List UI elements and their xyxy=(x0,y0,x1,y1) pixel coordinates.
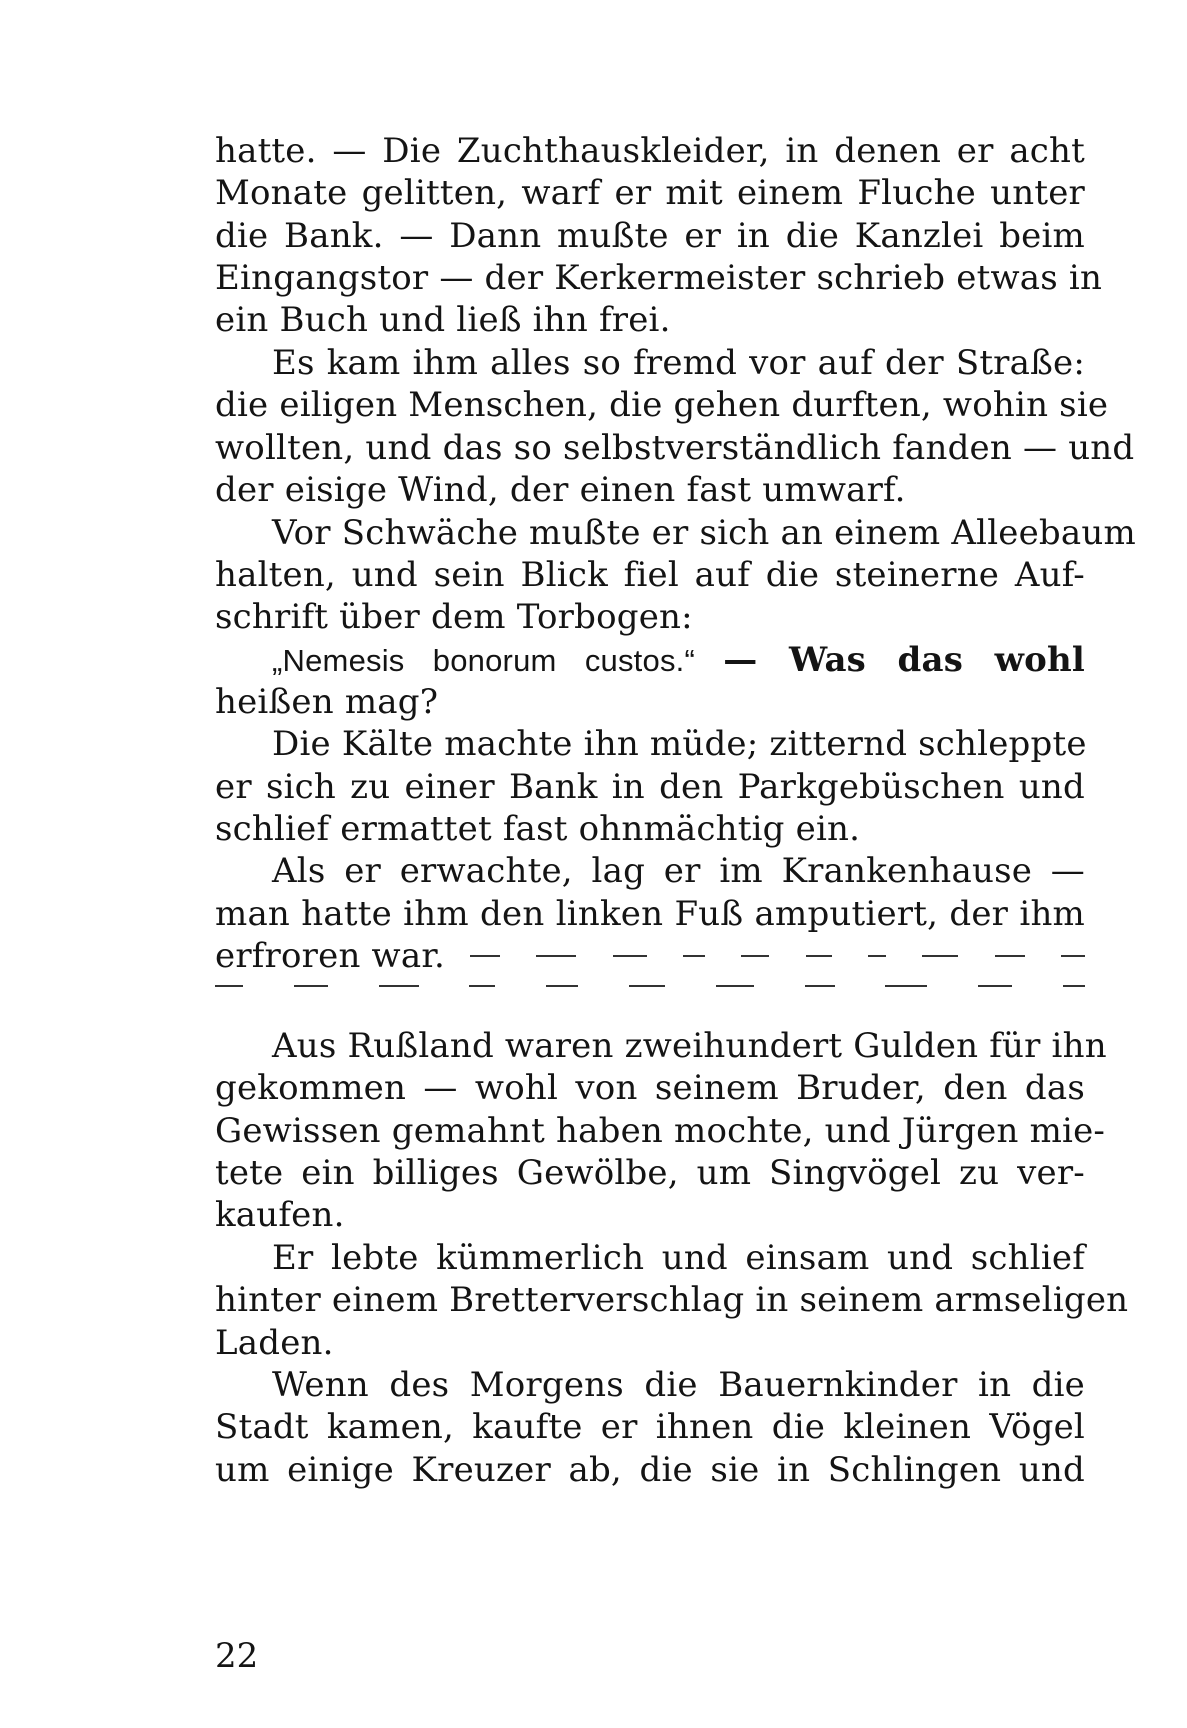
dash-rule xyxy=(215,983,1085,989)
text-line: halten, und sein Blick fiel auf die steinerne Auf- xyxy=(215,555,1085,595)
text-line: er sich zu einer Bank in den Parkgebüschen und xyxy=(215,767,1085,807)
text-line: um einige Kreuzer ab, die sie in Schlingen und xyxy=(215,1450,1085,1490)
page-number: 22 xyxy=(215,1636,259,1676)
text-line xyxy=(272,637,1085,683)
text-line: gekommen — wohl von seinem Bruder, den das xyxy=(215,1068,1085,1108)
text-line: Stadt kamen, kaufte er ihnen die kleinen Vögel xyxy=(215,1407,1085,1447)
text-line: Die Kälte machte ihn müde; zitternd schleppte xyxy=(272,724,1087,764)
text-line: schlief ermattet fast ohnmächtig ein. xyxy=(215,809,861,849)
text-line: ein Buch und ließ ihn frei. xyxy=(215,300,671,340)
text-line: wollten, und das so selbstverständlich fanden — und xyxy=(215,428,1135,468)
text-line: hinter einem Bretterverschlag in seinem armseligen xyxy=(215,1280,1129,1320)
text-line: Gewissen gemahnt haben mochte, und Jürgen mie- xyxy=(215,1111,1106,1151)
dash-rule xyxy=(470,953,1085,959)
text-fragment: — Was das wohl xyxy=(723,640,1085,680)
text-line: Eingangstor — der Kerkermeister schrieb etwas in xyxy=(215,258,1103,298)
text-line: der eisige Wind, der einen fast umwarf. xyxy=(215,470,906,510)
text-line: hatte. — Die Zuchthauskleider, in denen er acht xyxy=(215,131,1085,171)
text-line: tete ein billiges Gewölbe, um Singvögel zu ver- xyxy=(215,1153,1085,1193)
text-line: die Bank. — Dann mußte er in die Kanzlei beim xyxy=(215,216,1085,256)
text-line: kaufen. xyxy=(215,1195,345,1235)
text-line: Monate gelitten, warf er mit einem Fluche unter xyxy=(215,173,1085,213)
text-line: erfroren war. xyxy=(215,936,446,976)
text-line: Aus Rußland waren zweihundert Gulden für ihn xyxy=(272,1026,1107,1066)
text-line: schrift über dem Torbogen: xyxy=(215,597,693,637)
text-line: heißen mag? xyxy=(215,682,439,722)
text-line: Wenn des Morgens die Bauernkinder in die xyxy=(272,1365,1085,1405)
text-line: man hatte ihm den linken Fuß amputiert, der ihm xyxy=(215,894,1085,934)
text-line: Als er erwachte, lag er im Krankenhause — xyxy=(272,851,1085,891)
text-line: die eiligen Menschen, die gehen durften, wohin sie xyxy=(215,385,1109,425)
text-line: Es kam ihm alles so fremd vor auf der Straße: xyxy=(272,343,1085,383)
text-line: Vor Schwäche mußte er sich an einem Alleebaum xyxy=(272,513,1136,553)
text-line: Laden. xyxy=(215,1323,334,1363)
latin-inscription: „Nemesis bonorum custos.“ xyxy=(272,643,695,678)
text-line: Er lebte kümmerlich und einsam und schlief xyxy=(272,1238,1085,1278)
